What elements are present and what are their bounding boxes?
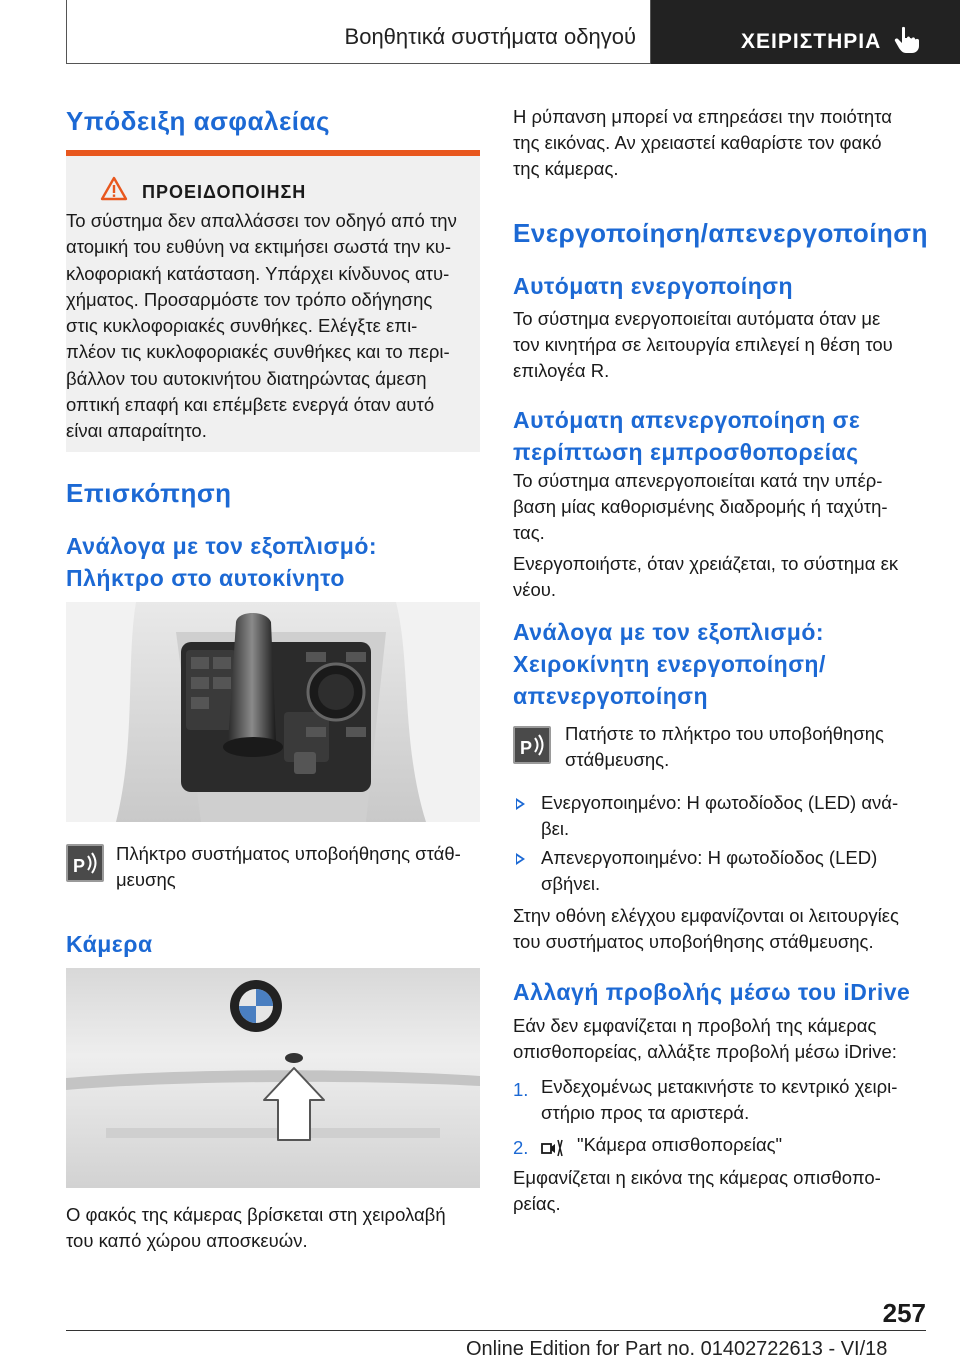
camera-location-photo (66, 968, 480, 1188)
warning-text: Το σύστημα δεν απαλλάσσει τον οδηγό από την ατομική του ευθύνη να εκτιμήσει σωστά την κυ- κλοφοριακή κατάσταση. Υπάρχει κίνδυνος ατυ- χήματος. Προσαρμόστε τον τρόπο οδήγησης στις κυκλοφοριακές συνθήκες. Ελέγξτε επι- πλέον τις κυκλοφοριακές συνθήκες και το περι- βάλλον του αυτοκινήτου διατηρώντας άμεση οπτική επαφή και επέμβετε ενεργά όταν αυτό είναι απαραίτητο. (66, 210, 457, 442)
button-caption: Πλήκτρο συστήματος υποβοήθησης στάθ- μευσης (116, 843, 461, 890)
equipment-button-title: Ανάλογα με τον εξοπλισμό: Πλήκτρο στο αυτοκίνητο (66, 533, 378, 591)
idrive-text: Εάν δεν εμφανίζεται η προβολή της κάμερας οπισθοπορείας, αλλάξτε προβολή μέσω iDrive: (513, 1015, 897, 1062)
chapter-tab[interactable] (651, 0, 960, 64)
parking-assistant-button-icon (66, 844, 104, 882)
safety-title: Υπόδειξη ασφαλείας (66, 106, 331, 136)
bullet-triangle-icon (516, 798, 525, 810)
rear-camera-icon (540, 1136, 566, 1160)
auto-off-text: Το σύστημα απενεργοποιείται κατά την υπέρ- βαση μίας καθορισμένης διαδρομής ή ταχύτη- τας. (513, 470, 888, 543)
chapter-label: ΧΕΙΡΙΣΤΗΡΙΑ (741, 30, 882, 53)
console-illustration (66, 602, 480, 822)
center-console-photo (66, 602, 480, 822)
hand-pointer-icon (894, 26, 920, 54)
idrive-title: Αλλαγή προβολής μέσω του iDrive (513, 979, 911, 1005)
warning-triangle-icon (100, 176, 128, 201)
footer-divider (66, 1330, 926, 1331)
contamination-note: Η ρύπανση μπορεί να επηρεάσει την ποιότητα της εικόνας. Αν χρειαστεί καθαρίστε τον φακό της κάμερας. (513, 106, 892, 179)
step-number: 1. (513, 1079, 529, 1100)
bullet-deactivated: Απενεργοποιημένο: Η φωτοδίοδος (LED) σβήνει. (541, 847, 878, 894)
warning-label: ΠΡΟΕΙΔΟΠΟΙΗΣΗ (142, 182, 307, 202)
camera-title: Κάμερα (66, 931, 153, 957)
auto-off-title: Αυτόματη απενεργοποίηση σε περίπτωση εμπροσθοπορείας (513, 407, 861, 465)
auto-on-text: Το σύστημα ενεργοποιείται αυτόματα όταν με τον κινητήρα σε λειτουργία επιλεγεί η θέση του επιλογέα R. (513, 308, 893, 381)
auto-on-title: Αυτόματη ενεργοποίηση (513, 273, 794, 299)
camera-caption: Ο φακός της κάμερας βρίσκεται στη χειρολαβή του καπό χώρου αποσκευών. (66, 1204, 446, 1251)
page-number: 257 (882, 1298, 926, 1328)
bullet-triangle-icon (516, 853, 525, 865)
press-button-text: Πατήστε το πλήκτρο του υποβοήθησης στάθμευσης. (565, 723, 884, 770)
edition-note: Online Edition for Part no. 01402722613 - VI/18 (466, 1338, 888, 1360)
bullet-activated: Ενεργοποιημένο: Η φωτοδίοδος (LED) ανά- βει. (541, 792, 899, 839)
warning-box (66, 150, 480, 452)
trunk-illustration (66, 968, 480, 1188)
section-title: Βοηθητικά συστήματα οδηγού (344, 24, 636, 49)
display-text: Στην οθόνη ελέγχου εμφανίζονται οι λειτουργίες του συστήματος υποβοήθησης στάθμευσης. (513, 905, 899, 952)
manual-activation-title: Ανάλογα με τον εξοπλισμό: Χειροκίνητη ενεργοποίηση/ απενεργοποίηση (513, 619, 826, 709)
svg-text:P: P (73, 856, 86, 876)
reactivate-text: Ενεργοποιήστε, όταν χρειάζεται, το σύστημα εκ νέου. (513, 553, 899, 600)
svg-text:P: P (520, 738, 533, 758)
overview-title: Επισκόπηση (66, 478, 232, 508)
result-text: Εμφανίζεται η εικόνα της κάμερας οπισθοπο- ρείας. (513, 1167, 881, 1214)
activation-title: Ενεργοποίηση/απενεργοποίηση (513, 218, 928, 248)
parking-assistant-button-icon (513, 726, 551, 764)
step-2-text: "Κάμερα οπισθοπορείας" (577, 1134, 783, 1155)
step-1-text: Ενδεχομένως μετακινήστε το κεντρικό χειρι- στήριο προς τα αριστερά. (541, 1076, 898, 1123)
step-number: 2. (513, 1137, 529, 1158)
